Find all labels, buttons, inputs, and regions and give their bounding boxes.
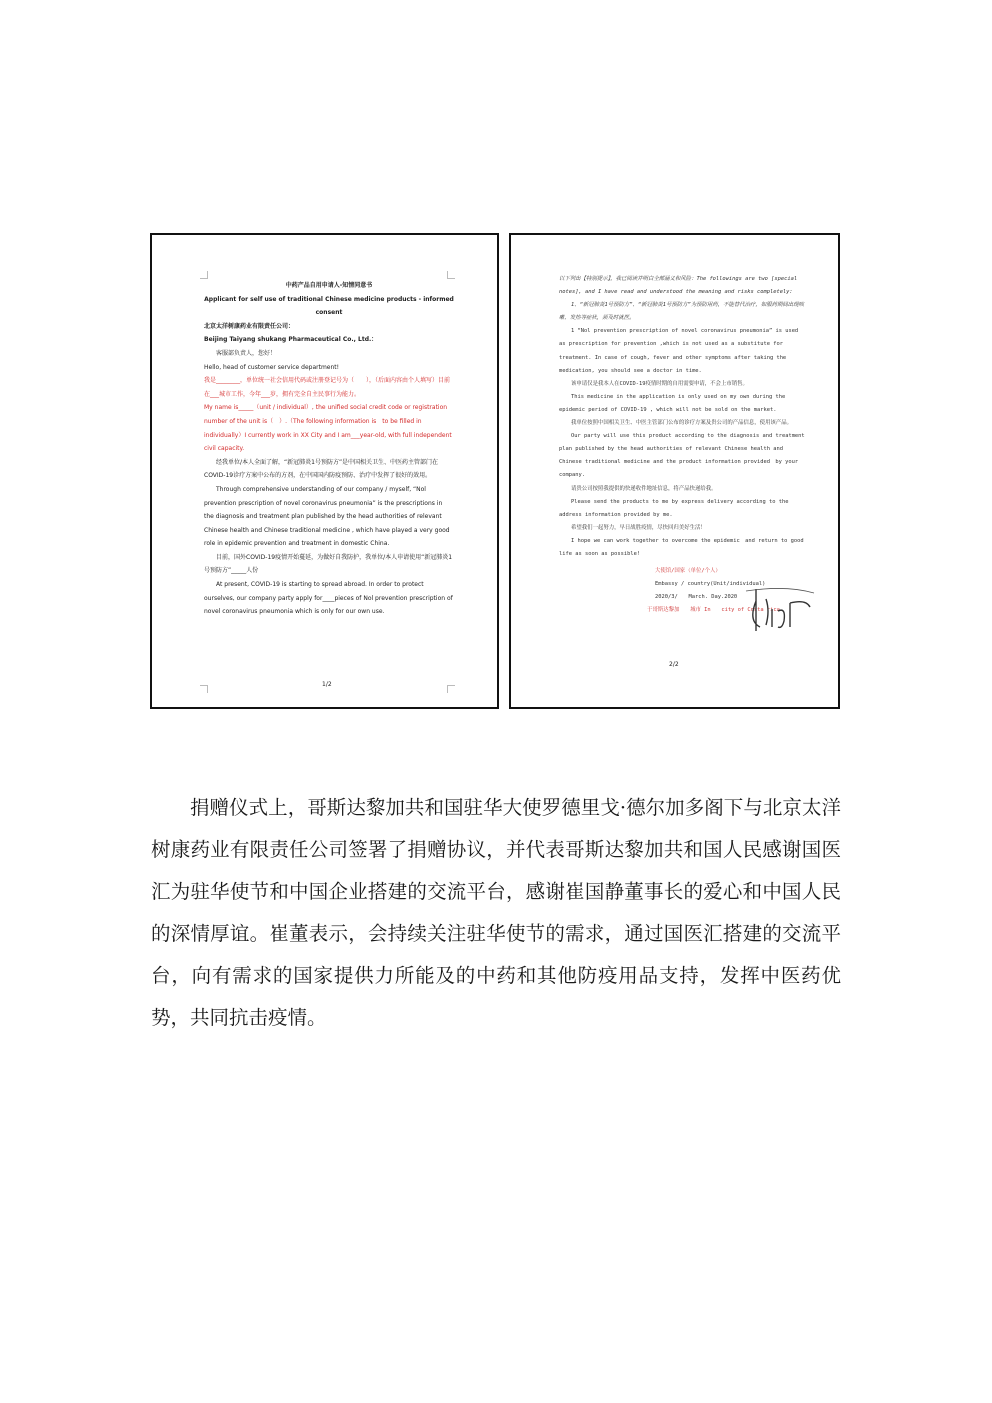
crop-mark <box>447 685 455 693</box>
understanding-cn: 经我单位/本人全面了解，“新冠肺炎1号预防方”是中国相关卫生、中医药主管部门在COVID-19诊疗方案中公布的方剂，在中国国内防疫预防、治疗中发挥了很好的效用。 <box>204 458 439 480</box>
crop-mark <box>200 271 208 279</box>
addressee-en: Beijing Taiyang shukang Pharmaceutical Co., Ltd.： <box>204 336 378 344</box>
signature-label-en: Embassy / country(Unit/individual) <box>655 581 766 588</box>
delivery-en: Please send the products to me by express delivery according to the address information provided by me. <box>559 498 789 518</box>
applicant-info-cn: 我是________，单位统一社会信用代码或注册登记号为（ ），（后面内容由个人填写）目前在___城市工作，今年___岁，拥有完全自主民事行为能力。 <box>204 377 451 398</box>
scanned-document-page-1 <box>150 233 499 709</box>
page-number: 1/2 <box>322 681 332 688</box>
greeting-en: Hello, head of customer service department! <box>204 363 340 371</box>
signature-date: 2020/3/ March. Day.2020 <box>655 594 738 601</box>
usage-cn: 我单位按照中国相关卫生、中医主管部门公布的诊疗方案及贵公司的产品信息，使用该产品。 <box>571 420 793 427</box>
consent-form-text <box>204 279 454 619</box>
addressee-cn: 北京太洋树康药业有限责任公司： <box>204 322 295 330</box>
self-use-en: This medicine in the application is only used on my own during the epidemic period of COVID-19 , which will not be sold on the market. <box>559 393 786 413</box>
self-use-cn: 该申请仅是我本人在COVID-19疫情时期的自用需要申请，不会上市销售。 <box>571 380 748 387</box>
article-paragraph: 捐赠仪式上，哥斯达黎加共和国驻华大使罗德里戈·德尔加多阁下与北京太洋树康药业有限责任公司签署了捐赠协议，并代表哥斯达黎加共和国人民感谢国医汇为驻华使节和中国企业搭建的交流平台，感谢崔国静董事长的爱心和中国人民的深情厚谊。崔董表示，会持续关注驻华使节的需求，通过国医汇搭建的交流平台，向有需求的国家提供力所能及的中药和其他防疫用品支持，发挥中医药优势，共同抗击疫情。 <box>151 796 841 1029</box>
usage-en: Our party will use this product according to the diagnosis and treatment plan published by the head authorities of relevant Chinese health and Chinese traditional medicine and the product information provided by your company. <box>559 433 805 479</box>
signature-city: 于哥斯达黎加 城市 In city of Costa rica <box>647 607 780 614</box>
scanned-document-page-2 <box>509 233 840 709</box>
handwritten-signature <box>726 581 816 641</box>
form-subtitle: Applicant for self use of traditional Chinese medicine products - informed consent <box>204 295 454 317</box>
wish-cn: 希望我们一起努力，早日战胜疫情，尽快回归美好生活！ <box>571 524 706 531</box>
page-number: 2/2 <box>669 661 679 668</box>
note-1-en: 1 “Nol prevention prescription of novel coronavirus pneumonia” is used as prescription for prevention ,which is not used as a substitute for treatment. In case of cough, fever and other symptoms after taking the medication, you should see a doctor in time. <box>559 328 799 374</box>
wish-en: I hope we can work together to overcome the epidemic and return to good life as soon as possible! <box>559 537 804 557</box>
crop-mark <box>200 685 208 693</box>
request-cn: 目前，国外COVID-19疫情开始蔓延，为做好自我防护，我单位/本人申请使用“新冠肺炎1号预防方”_____人份 <box>204 553 453 575</box>
request-en: At present, COVID-19 is starting to spread abroad. In order to protect ourselves, our company party apply for____pieces of Nol prevention prescription of novel coronavirus pneumonia which is only for our own use. <box>204 581 453 616</box>
signature-label-cn: 大使馆/国家（单位/个人） <box>655 568 721 575</box>
form-title: 中药产品自用申请人-知情同意书 <box>285 282 373 289</box>
special-notes-text <box>559 273 805 617</box>
note-1-cn: 1、“新冠肺炎1号预防方”、“新冠肺炎1号预防方”为预防用药，不能替代治疗，如服药期间出现咳嗽、发热等症状，须及时就医。 <box>559 302 804 322</box>
crop-mark <box>447 271 455 279</box>
delivery-cn: 请贵公司按照我提供的快递收件地址信息，将产品快递给我。 <box>571 485 717 492</box>
understanding-en: Through comprehensive understanding of our company / myself, “Nol prevention prescription of novel coronavirus pneumonia” is the prescriptions in the diagnosis and treatment plan published by the head authorities of relevant Chinese health and Chinese traditional medicine , which have played a very good role in epidemic prevention and treatment in domestic China. <box>204 485 450 548</box>
notes-intro: 以下列出【特别提示】，我已阅读并明白全部涵义和风险：The followings are two [special notes], and I have read and understood the meaning and risks completely: <box>559 276 798 296</box>
greeting-cn: 客服部负责人，您好！ <box>216 349 277 357</box>
applicant-info-en: My name is_____（unit / individual）, the unified social credit code or registration number of the unit is（ ）.（The following information is to be filled in individually）I currently work in XX City and I am___year-old, with full independent civil capacity. <box>204 404 452 453</box>
